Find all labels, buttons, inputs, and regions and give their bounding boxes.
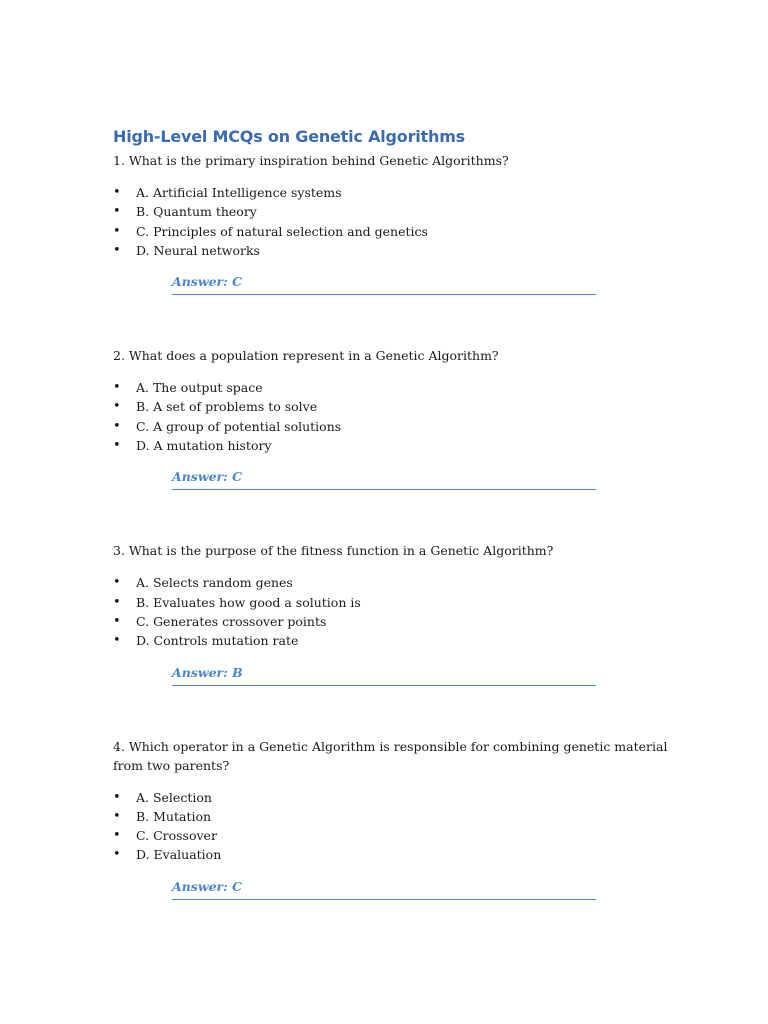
- option-label: B. Evaluates how good a solution is: [136, 594, 361, 610]
- answer-line: Answer: C: [172, 877, 596, 900]
- option-label: D. Evaluation: [136, 847, 222, 863]
- option-item: [113, 417, 673, 436]
- option-item: [113, 573, 673, 592]
- bullet-icon: •: [113, 847, 121, 863]
- option-label: B. A set of problems to solve: [136, 399, 318, 415]
- option-item: [113, 397, 673, 416]
- option-label: D. Neural networks: [136, 242, 260, 258]
- option-label: C. Generates crossover points: [136, 613, 327, 629]
- option-label: A. Selects random genes: [136, 575, 293, 591]
- option-item: [113, 612, 673, 631]
- bullet-icon: •: [113, 399, 121, 415]
- bullet-icon: •: [113, 828, 121, 844]
- option-item: [113, 436, 673, 455]
- bullet-icon: •: [113, 808, 121, 824]
- option-item: [113, 378, 673, 397]
- option-item: [113, 807, 673, 826]
- document-title: High-Level MCQs on Genetic Algorithms: [113, 127, 465, 146]
- question-text: 1. What is the primary inspiration behind Genetic Algorithms?: [113, 153, 509, 168]
- bullet-icon: •: [113, 380, 121, 396]
- question-text: 4. Which operator in a Genetic Algorithm is responsible for combining genetic material from two parents?: [113, 738, 668, 773]
- option-item: [113, 241, 673, 260]
- bullet-icon: •: [113, 242, 121, 258]
- option-label: D. A mutation history: [136, 438, 272, 454]
- bullet-icon: •: [113, 789, 121, 805]
- option-label: A. Artificial Intelligence systems: [136, 185, 342, 200]
- option-label: A. Selection: [136, 789, 212, 805]
- option-item: [113, 788, 673, 807]
- bullet-icon: •: [113, 633, 121, 649]
- bullet-icon: •: [113, 204, 121, 220]
- option-item: [113, 183, 673, 202]
- option-label: C. Crossover: [136, 828, 217, 844]
- question-3: [113, 541, 673, 685]
- option-item: [113, 593, 673, 612]
- bullet-icon: •: [113, 418, 121, 434]
- option-list: [113, 183, 673, 260]
- answer-line: Answer: C: [172, 272, 596, 295]
- question-4: [113, 737, 673, 900]
- bullet-icon: •: [113, 223, 121, 239]
- option-list: [113, 573, 673, 650]
- option-item: [113, 202, 673, 221]
- answer-line: Answer: B: [172, 663, 596, 686]
- option-label: B. Quantum theory: [136, 204, 257, 220]
- question-2: [113, 346, 673, 490]
- bullet-icon: •: [113, 575, 121, 591]
- option-item: [113, 826, 673, 845]
- document-page: [113, 124, 673, 900]
- answer-line: Answer: C: [172, 467, 596, 490]
- question-1: [113, 151, 673, 295]
- option-label: C. A group of potential solutions: [136, 418, 342, 434]
- option-item: [113, 222, 673, 241]
- option-label: D. Controls mutation rate: [136, 633, 299, 649]
- option-item: [113, 845, 673, 864]
- question-text: 3. What is the purpose of the fitness function in a Genetic Algorithm?: [113, 543, 554, 559]
- bullet-icon: •: [113, 613, 121, 629]
- option-label: C. Principles of natural selection and genetics: [136, 223, 428, 239]
- question-text: 2. What does a population represent in a Genetic Algorithm?: [113, 348, 499, 364]
- option-item: [113, 631, 673, 650]
- bullet-icon: •: [113, 594, 121, 610]
- option-list: [113, 788, 673, 865]
- bullet-icon: •: [113, 185, 121, 200]
- option-list: [113, 378, 673, 455]
- option-label: A. The output space: [136, 380, 263, 396]
- option-label: B. Mutation: [136, 808, 212, 824]
- bullet-icon: •: [113, 438, 121, 454]
